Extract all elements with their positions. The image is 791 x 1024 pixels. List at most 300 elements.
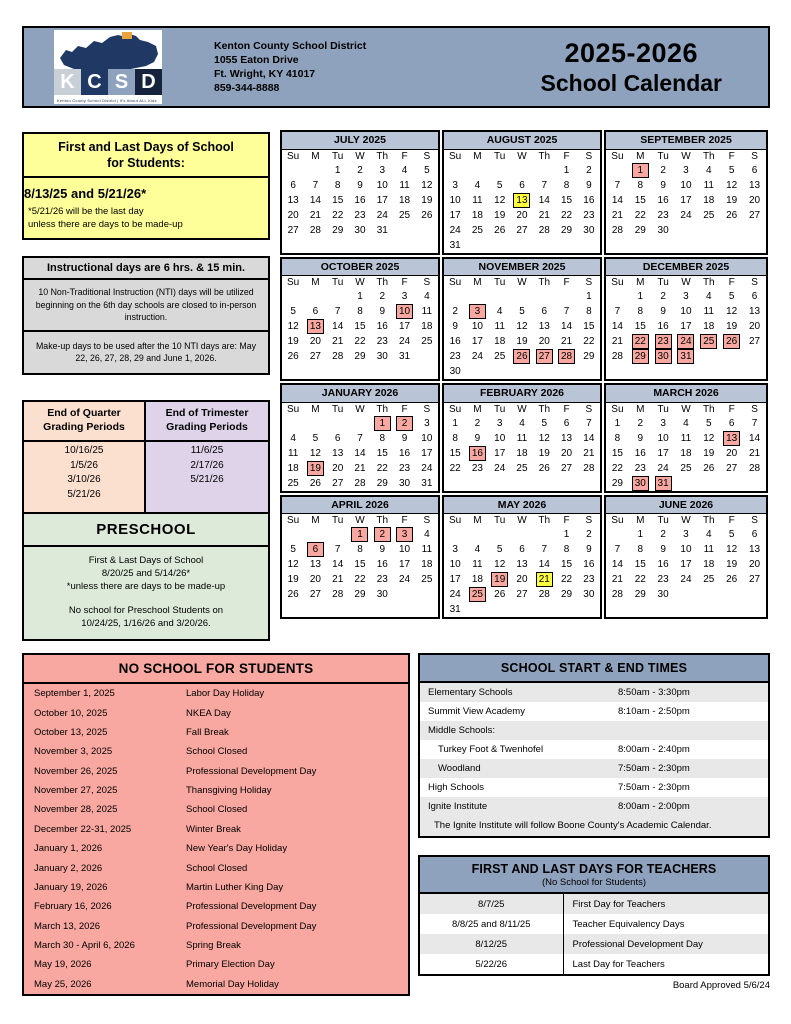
weekday-header: S [751,150,758,162]
school-time-row [420,759,768,778]
empty-day-cell [466,364,488,379]
day-cell: 6 [751,529,758,540]
weekday-header: M [473,150,482,162]
month-block [604,130,768,255]
day-cell: 15 [354,321,366,332]
day-cell: 29 [634,224,646,236]
day-cell: 18 [471,209,483,221]
day-cell: 14 [583,432,595,444]
weekday-header: Tu [494,403,506,415]
day-cell-no-school: 1 [371,416,393,431]
weekday-header: S [585,403,593,415]
empty-day-cell [720,349,743,364]
day-cell: 31 [421,477,433,489]
district-info [214,39,366,95]
day-cell: 18 [421,559,433,570]
week-row [444,178,600,193]
no-school-date: November 28, 2025 [34,804,118,816]
no-school-date: November 27, 2025 [34,785,118,797]
day-cell: 12 [538,432,550,444]
weekday-header: M [636,277,645,288]
day-cell: 6 [541,306,548,317]
day-cell-no-school: 2 [393,416,415,431]
week-row [606,527,766,542]
day-cell: 10 [449,559,461,570]
empty-day-cell [489,602,511,617]
day-cell: 16 [657,559,669,570]
day-cell: 14 [611,194,623,206]
weekday-header: Tu [657,515,669,526]
empty-day-cell [327,527,349,542]
empty-day-cell [466,238,488,253]
first-last-note [24,201,268,238]
day-cell: 14 [332,559,344,570]
day-cell: 19 [726,194,738,206]
day-cell-no-school: 25 [697,334,720,349]
day-cell: 25 [703,209,715,221]
empty-day-cell [697,476,720,491]
day-cell: 11 [494,321,505,332]
board-approved-note: Board Approved 5/6/24 [672,980,770,991]
day-cell: 21 [611,574,623,585]
preschool-body [24,547,268,639]
empty-day-cell [466,163,488,178]
day-cell: 17 [376,194,388,206]
day-cell: 1 [563,529,570,540]
day-cell: 5 [728,529,735,540]
day-cell: 4 [290,432,296,444]
week-row [606,178,766,193]
weekday-header: S [423,515,431,526]
weekday-header: M [473,277,482,288]
day-cell: 12 [703,432,715,444]
day-cell: 27 [309,589,321,600]
no-school-description: Primary Election Day [186,959,275,971]
day-cell: 28 [538,589,550,600]
weekday-header: S [751,403,758,415]
day-cell: 22 [583,336,595,347]
week-row [282,193,438,208]
empty-day-cell [578,602,600,617]
weekday-header: F [563,150,570,162]
day-cell-no-school: 26 [720,334,743,349]
day-cell: 7 [614,306,621,317]
day-cell: 23 [657,574,669,585]
preschool-heading: PRESCHOOL [24,514,268,547]
empty-day-cell [304,527,326,542]
day-cell: 21 [332,574,344,585]
day-cell: 2 [452,306,458,317]
day-cell: 13 [287,194,299,206]
day-cell: 10 [680,544,692,555]
day-cell: 27 [748,336,761,347]
day-cell: 19 [726,559,738,570]
day-cell: 9 [401,432,408,444]
day-cell: 30 [583,589,595,600]
no-school-date: March 13, 2026 [34,920,101,932]
day-cell: 15 [449,447,461,459]
kcsd-logo-letters [54,69,162,95]
first-last-heading [24,134,268,178]
month-day-grid [282,514,438,602]
day-cell: 11 [516,432,528,444]
day-cell: 22 [611,462,623,474]
month-title: APRIL 2026 [282,497,438,515]
day-cell: 26 [726,209,738,221]
day-cell: 20 [726,447,738,459]
weekday-header: F [401,150,408,162]
day-cell: 30 [657,224,669,236]
day-cell: 22 [354,574,366,585]
day-cell: 30 [583,224,595,236]
day-cell: 8 [586,306,592,317]
day-cell: 8 [637,179,644,191]
no-school-row [24,723,408,742]
school-name: Elementary Schools [428,687,513,698]
day-cell: 2 [357,164,363,176]
day-cell: 12 [726,306,738,317]
day-cell: 14 [611,559,623,570]
weekday-header: F [728,150,735,162]
instructional-heading: Instructional days are 6 hrs. & 15 min. [24,258,268,280]
day-cell: 17 [398,321,411,332]
day-cell-no-school: 27 [533,349,555,364]
empty-day-cell [743,349,766,364]
day-cell: 21 [560,336,573,347]
day-cell: 8 [563,179,570,191]
no-school-description: Spring Break [186,940,241,952]
weekday-header: Th [702,277,715,288]
instructional-body: 10 Non-Traditional Instruction (NTI) days will be utilized beginning on the 6th day schools are closed to in-person instruction. [24,280,268,332]
week-row [444,602,600,617]
weekday-header: Th [376,150,389,162]
empty-day-cell [282,416,304,431]
no-school-date: May 25, 2026 [34,978,92,990]
month-block [604,495,768,620]
day-cell: 17 [657,447,669,459]
empty-day-cell [489,364,511,379]
month-block [280,383,440,493]
day-cell: 12 [421,179,433,191]
day-cell: 30 [449,366,461,377]
weekday-header: W [517,403,527,415]
day-cell: 7 [334,306,341,317]
day-cell: 17 [680,194,692,206]
day-cell: 23 [583,574,595,585]
day-cell: 27 [332,477,344,489]
day-cell: 22 [354,336,366,347]
week-row [282,304,438,319]
day-cell: 18 [398,194,411,206]
school-time-row [420,740,768,759]
day-cell-no-school: 19 [304,461,326,476]
month-day-grid [444,276,600,379]
day-cell-no-school: 31 [675,349,698,364]
empty-day-cell [393,223,415,238]
week-row [444,587,600,602]
day-cell: 26 [287,351,299,362]
empty-day-cell [511,602,533,617]
no-school-date: November 3, 2025 [34,746,113,758]
empty-day-cell [743,223,766,238]
week-row [606,163,766,178]
trimester-date: 2/17/26 [190,459,224,471]
weekday-header: W [517,277,527,288]
day-cell-no-school: 26 [511,349,533,364]
day-cell: 11 [399,179,410,191]
school-time-row [420,702,768,721]
week-row [444,572,600,587]
weekday-header: W [681,515,691,526]
month-title: SEPTEMBER 2025 [606,132,766,150]
day-cell: 7 [334,544,341,555]
day-cell: 14 [538,194,550,206]
weekday-header: Tu [657,277,669,288]
day-cell: 16 [634,447,646,459]
weekday-header: W [517,150,527,162]
empty-day-cell [533,238,555,253]
day-cell: 15 [634,321,646,332]
logo-letter-c: C [81,69,108,95]
day-cell-no-school: 2 [371,527,393,542]
no-school-row [24,742,408,761]
empty-day-cell [720,476,743,491]
day-cell: 5 [290,544,296,555]
month-title: AUGUST 2025 [444,132,600,150]
day-cell: 25 [680,462,692,474]
empty-day-cell [675,223,698,238]
no-school-date: December 22-31, 2025 [34,823,132,835]
day-cell: 28 [332,351,344,362]
weekday-header: Su [611,150,624,162]
day-cell: 16 [657,321,669,332]
weekday-header: M [311,150,320,162]
day-cell: 25 [398,209,411,221]
quarter-date: 10/16/25 [64,445,104,456]
no-school-description: Labor Day Holiday [186,688,265,700]
day-cell: 16 [354,194,366,206]
no-school-row [24,703,408,722]
day-cell: 21 [354,462,366,474]
day-cell: 14 [309,194,321,206]
day-cell: 8 [563,544,570,555]
school-time-range: 7:50am - 2:30pm [618,782,690,793]
week-row [282,542,438,557]
month-day-grid [606,403,766,491]
no-school-description: Winter Break [186,823,241,835]
weekday-header: Th [702,515,715,526]
school-time-row [420,683,768,702]
school-time-range: 8:00am - 2:00pm [618,801,690,812]
day-cell: 23 [634,462,646,474]
day-cell: 20 [748,321,761,332]
day-cell: 15 [560,559,573,570]
trimester-grading-heading: End of Trimester Grading Periods [146,402,268,442]
day-cell: 16 [449,336,461,347]
weekday-header: M [636,150,645,162]
day-cell: 26 [421,209,433,221]
month-day-grid [606,276,766,364]
day-cell: 10 [471,321,483,332]
school-time-range: 8:10am - 2:50pm [618,706,690,717]
weekday-header: Su [287,515,300,526]
page-header [22,26,770,108]
day-cell: 4 [401,164,408,176]
empty-day-cell [282,527,304,542]
calendar-months-grid [280,130,772,621]
weekday-header: F [401,403,408,415]
day-cell: 29 [354,589,366,600]
day-cell-no-school: 3 [393,527,415,542]
month-title: OCTOBER 2025 [282,259,438,277]
month-title: DECEMBER 2025 [606,259,766,277]
teacher-day-row [420,954,768,974]
month-day-grid [444,150,600,253]
teacher-day-description: Teacher Equivalency Days [572,918,685,930]
empty-day-cell [533,527,555,542]
month-block [442,383,602,493]
empty-day-cell [511,364,533,379]
empty-day-cell [416,587,438,602]
no-school-date: October 10, 2025 [34,707,108,719]
week-row [444,431,600,446]
month-day-grid [282,403,438,491]
day-cell: 4 [474,544,481,555]
day-cell: 3 [452,179,458,191]
day-cell: 13 [309,559,321,570]
school-time-row [420,797,768,816]
day-cell: 1 [357,291,363,302]
day-cell: 15 [332,194,344,206]
day-cell: 23 [376,336,388,347]
teacher-days-subtitle: (No School for Students) [541,877,647,888]
weekday-header: F [728,403,735,415]
week-row [282,476,438,491]
day-cell: 5 [290,306,296,317]
month-block [604,383,768,493]
trimester-grading-dates [146,442,268,512]
day-cell-no-school: 29 [629,349,652,364]
school-time-row [420,778,768,797]
day-cell: 17 [471,336,483,347]
weekday-header: M [636,515,645,526]
day-cell: 28 [611,351,623,362]
school-name: Ignite Institute [428,801,488,812]
weekday-header: Tu [657,403,669,415]
no-school-row [24,684,408,703]
day-cell-no-school: 13 [304,319,326,334]
day-cell: 24 [657,462,669,474]
day-cell-no-school: 28 [555,349,577,364]
day-cell: 24 [680,209,692,221]
calendar-month-row [280,495,772,622]
teacher-day-date: 8/8/25 and 8/11/25 [420,914,563,934]
day-cell: 23 [354,209,366,221]
no-school-description: School Closed [186,862,248,874]
weekday-header: W [355,403,365,415]
day-cell: 29 [634,589,646,600]
day-cell: 11 [421,544,433,555]
day-cell: 23 [583,209,595,221]
school-time-row [420,721,768,740]
weekday-header: Tu [657,150,669,162]
preschool-line2: 8/20/25 and 5/14/26* [101,568,191,579]
teacher-day-row [420,894,768,914]
day-cell: 23 [657,209,669,221]
weekday-header: W [681,150,691,162]
day-cell: 8 [637,544,644,555]
week-row [606,289,766,304]
weekday-header: F [401,277,408,288]
day-cell: 22 [449,462,461,474]
week-row [282,527,438,542]
week-row [444,238,600,253]
weekday-header: M [636,403,645,415]
weekday-header: Th [702,150,715,162]
teacher-day-row [420,914,768,934]
school-name: Turkey Foot & Twenhofel [438,744,544,755]
preschool-line5: 10/24/25, 1/16/26 and 3/20/26. [81,618,211,629]
month-block [280,495,440,620]
day-cell: 13 [332,447,344,459]
week-row [444,349,600,364]
day-cell: 1 [452,417,458,429]
day-cell: 5 [519,306,525,317]
day-cell-no-school: 22 [629,334,652,349]
day-cell: 12 [309,447,321,459]
day-cell: 3 [424,417,430,429]
empty-day-cell [444,289,466,304]
day-cell: 13 [748,179,761,191]
empty-day-cell [555,289,577,304]
weekday-header: S [423,403,431,415]
day-cell: 12 [287,321,299,332]
day-cell: 13 [516,559,528,570]
empty-day-cell [555,364,577,379]
day-cell: 4 [683,417,689,429]
month-title: FEBRUARY 2026 [444,385,600,403]
day-cell: 8 [357,306,363,317]
day-cell: 3 [683,529,689,540]
weekday-header: Th [702,403,715,415]
weekday-header: M [311,403,320,415]
no-school-date: February 16, 2026 [34,901,112,913]
day-cell: 25 [471,224,483,236]
day-cell-first-last: 13 [511,193,533,208]
day-cell: 31 [449,604,461,615]
school-time-range: 7:50am - 2:30pm [618,763,690,774]
empty-day-cell [489,163,511,178]
quarter-grading-column [24,402,146,512]
calendar-month-row [280,383,772,495]
day-cell: 7 [312,179,319,191]
day-cell: 10 [657,432,669,444]
no-school-date: January 1, 2026 [34,843,103,855]
day-cell: 6 [563,417,570,429]
month-block [280,130,440,255]
month-title: JUNE 2026 [606,497,766,515]
page-title [541,37,722,97]
empty-day-cell [578,364,600,379]
day-cell: 27 [287,224,299,236]
empty-day-cell [489,289,511,304]
empty-day-cell [282,289,304,304]
school-name: Summit View Academy [428,706,525,717]
day-cell: 19 [516,336,528,347]
instructional-days-panel [22,256,270,375]
weekday-header: Tu [332,277,344,288]
day-cell: 15 [583,321,595,332]
